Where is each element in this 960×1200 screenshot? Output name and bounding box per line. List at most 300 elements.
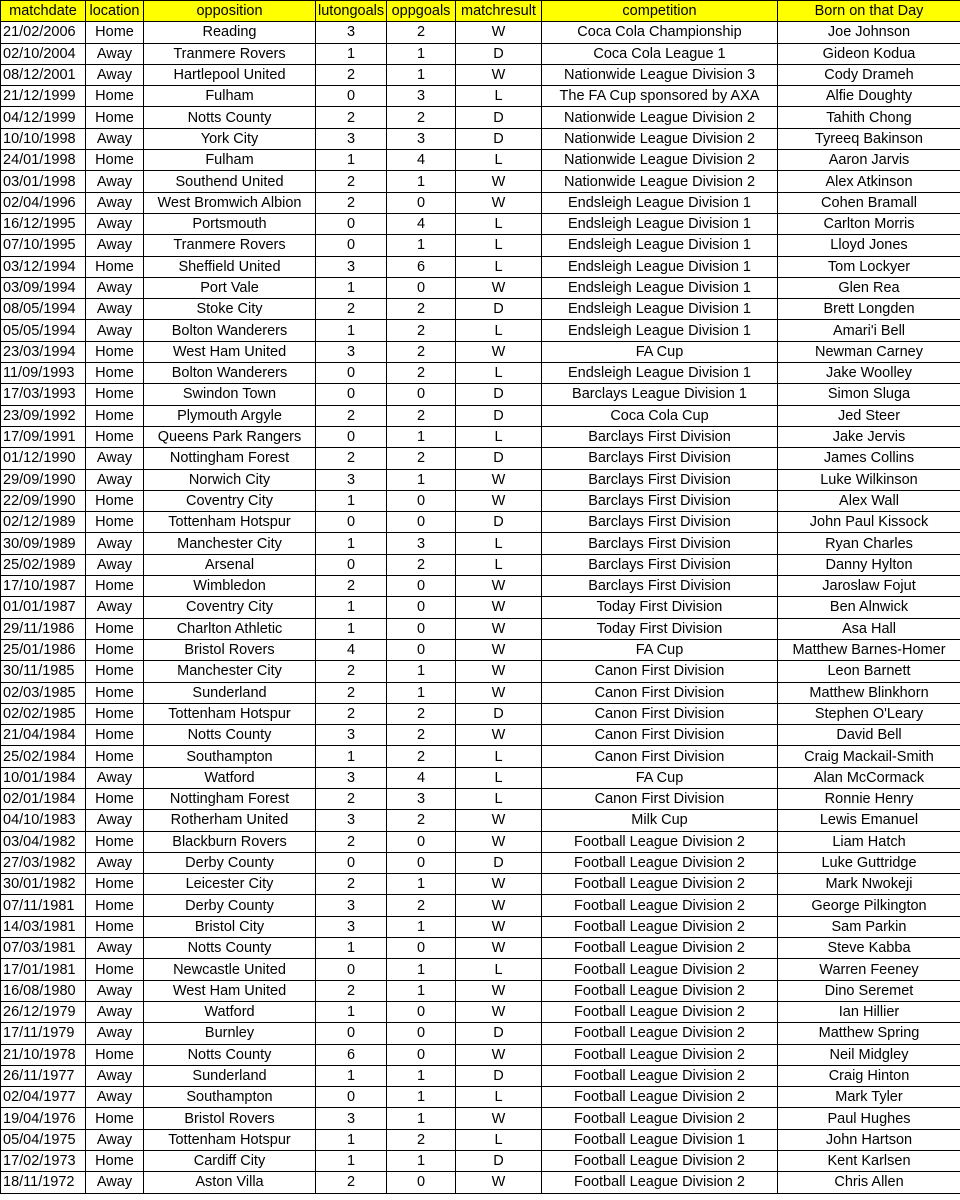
oppgoals-cell[interactable]: 2 <box>387 703 456 724</box>
competition-cell[interactable]: Football League Division 2 <box>542 831 778 852</box>
location-cell[interactable]: Away <box>86 1087 144 1108</box>
opposition-cell[interactable]: York City <box>144 128 316 149</box>
opposition-cell[interactable]: Southend United <box>144 171 316 192</box>
lutongoals-cell[interactable]: 3 <box>316 895 387 916</box>
competition-cell[interactable]: FA Cup <box>542 341 778 362</box>
matchdate-cell[interactable]: 17/02/1973 <box>1 1151 86 1172</box>
lutongoals-cell[interactable]: 3 <box>316 256 387 277</box>
location-cell[interactable]: Away <box>86 1065 144 1086</box>
lutongoals-cell[interactable]: 2 <box>316 788 387 809</box>
born-on-that-day-cell[interactable]: Matthew Blinkhorn <box>778 682 960 703</box>
oppgoals-cell[interactable]: 2 <box>387 725 456 746</box>
lutongoals-cell[interactable]: 3 <box>316 341 387 362</box>
born-on-that-day-cell[interactable]: Cody Drameh <box>778 64 960 85</box>
competition-cell[interactable]: Today First Division <box>542 618 778 639</box>
competition-cell[interactable]: Football League Division 2 <box>542 1023 778 1044</box>
opposition-cell[interactable]: Reading <box>144 22 316 43</box>
competition-cell[interactable]: Nationwide League Division 2 <box>542 107 778 128</box>
matchdate-cell[interactable]: 03/09/1994 <box>1 277 86 298</box>
opposition-cell[interactable]: Tottenham Hotspur <box>144 512 316 533</box>
lutongoals-cell[interactable]: 1 <box>316 597 387 618</box>
competition-cell[interactable]: Endsleigh League Division 1 <box>542 192 778 213</box>
born-on-that-day-cell[interactable]: Steve Kabba <box>778 938 960 959</box>
lutongoals-cell[interactable]: 6 <box>316 1044 387 1065</box>
lutongoals-cell[interactable]: 2 <box>316 703 387 724</box>
lutongoals-cell[interactable]: 1 <box>316 320 387 341</box>
matchresult-cell[interactable]: D <box>456 1023 542 1044</box>
competition-cell[interactable]: Barclays First Division <box>542 448 778 469</box>
opposition-cell[interactable]: Arsenal <box>144 554 316 575</box>
competition-cell[interactable]: Endsleigh League Division 1 <box>542 320 778 341</box>
matchresult-cell[interactable]: D <box>456 1065 542 1086</box>
location-cell[interactable]: Home <box>86 426 144 447</box>
competition-cell[interactable]: Barclays First Division <box>542 490 778 511</box>
matchresult-cell[interactable]: D <box>456 299 542 320</box>
opposition-cell[interactable]: Sunderland <box>144 1065 316 1086</box>
born-on-that-day-cell[interactable]: Cohen Bramall <box>778 192 960 213</box>
matchdate-cell[interactable]: 08/12/2001 <box>1 64 86 85</box>
competition-cell[interactable]: Barclays First Division <box>542 469 778 490</box>
competition-cell[interactable]: Canon First Division <box>542 725 778 746</box>
oppgoals-cell[interactable]: 0 <box>387 597 456 618</box>
opposition-cell[interactable]: Burnley <box>144 1023 316 1044</box>
header-lutongoals[interactable]: lutongoals <box>316 1 387 22</box>
born-on-that-day-cell[interactable]: David Bell <box>778 725 960 746</box>
opposition-cell[interactable]: Aston Villa <box>144 1172 316 1193</box>
oppgoals-cell[interactable]: 1 <box>387 916 456 937</box>
header-location[interactable]: location <box>86 1 144 22</box>
lutongoals-cell[interactable]: 3 <box>316 916 387 937</box>
oppgoals-cell[interactable]: 2 <box>387 895 456 916</box>
matchresult-cell[interactable]: D <box>456 405 542 426</box>
location-cell[interactable]: Home <box>86 363 144 384</box>
matchresult-cell[interactable]: L <box>456 150 542 171</box>
oppgoals-cell[interactable]: 0 <box>387 639 456 660</box>
location-cell[interactable]: Home <box>86 1108 144 1129</box>
lutongoals-cell[interactable]: 2 <box>316 980 387 1001</box>
oppgoals-cell[interactable]: 2 <box>387 746 456 767</box>
matchresult-cell[interactable]: W <box>456 576 542 597</box>
born-on-that-day-cell[interactable]: James Collins <box>778 448 960 469</box>
matchdate-cell[interactable]: 07/11/1981 <box>1 895 86 916</box>
competition-cell[interactable]: Nationwide League Division 2 <box>542 128 778 149</box>
opposition-cell[interactable]: Hartlepool United <box>144 64 316 85</box>
lutongoals-cell[interactable]: 4 <box>316 639 387 660</box>
opposition-cell[interactable]: Fulham <box>144 86 316 107</box>
oppgoals-cell[interactable]: 3 <box>387 128 456 149</box>
lutongoals-cell[interactable]: 1 <box>316 43 387 64</box>
opposition-cell[interactable]: Norwich City <box>144 469 316 490</box>
lutongoals-cell[interactable]: 1 <box>316 150 387 171</box>
born-on-that-day-cell[interactable]: Kent Karlsen <box>778 1151 960 1172</box>
competition-cell[interactable]: Canon First Division <box>542 788 778 809</box>
lutongoals-cell[interactable]: 2 <box>316 576 387 597</box>
matchdate-cell[interactable]: 05/05/1994 <box>1 320 86 341</box>
matchdate-cell[interactable]: 18/11/1972 <box>1 1172 86 1193</box>
oppgoals-cell[interactable]: 0 <box>387 192 456 213</box>
opposition-cell[interactable]: Tranmere Rovers <box>144 43 316 64</box>
matchdate-cell[interactable]: 04/10/1983 <box>1 810 86 831</box>
matchresult-cell[interactable]: D <box>456 852 542 873</box>
lutongoals-cell[interactable]: 1 <box>316 1065 387 1086</box>
competition-cell[interactable]: Canon First Division <box>542 661 778 682</box>
matchdate-cell[interactable]: 03/01/1998 <box>1 171 86 192</box>
matchresult-cell[interactable]: W <box>456 810 542 831</box>
matchresult-cell[interactable]: W <box>456 831 542 852</box>
location-cell[interactable]: Away <box>86 128 144 149</box>
matchdate-cell[interactable]: 26/12/1979 <box>1 1001 86 1022</box>
matchdate-cell[interactable]: 30/01/1982 <box>1 874 86 895</box>
matchresult-cell[interactable]: W <box>456 916 542 937</box>
matchdate-cell[interactable]: 10/10/1998 <box>1 128 86 149</box>
matchresult-cell[interactable]: W <box>456 938 542 959</box>
born-on-that-day-cell[interactable]: Craig Mackail-Smith <box>778 746 960 767</box>
location-cell[interactable]: Home <box>86 256 144 277</box>
competition-cell[interactable]: Football League Division 1 <box>542 1129 778 1150</box>
competition-cell[interactable]: Endsleigh League Division 1 <box>542 213 778 234</box>
header-born-on-that-day[interactable]: Born on that Day <box>778 1 960 22</box>
matchresult-cell[interactable]: W <box>456 980 542 1001</box>
matchresult-cell[interactable]: W <box>456 895 542 916</box>
lutongoals-cell[interactable]: 1 <box>316 618 387 639</box>
location-cell[interactable]: Home <box>86 341 144 362</box>
oppgoals-cell[interactable]: 0 <box>387 1044 456 1065</box>
matchdate-cell[interactable]: 21/10/1978 <box>1 1044 86 1065</box>
born-on-that-day-cell[interactable]: Alex Atkinson <box>778 171 960 192</box>
competition-cell[interactable]: Barclays First Division <box>542 533 778 554</box>
opposition-cell[interactable]: Bristol Rovers <box>144 639 316 660</box>
opposition-cell[interactable]: Coventry City <box>144 490 316 511</box>
born-on-that-day-cell[interactable]: Mark Nwokeji <box>778 874 960 895</box>
competition-cell[interactable]: Milk Cup <box>542 810 778 831</box>
matchresult-cell[interactable]: W <box>456 1172 542 1193</box>
oppgoals-cell[interactable]: 4 <box>387 150 456 171</box>
opposition-cell[interactable]: West Bromwich Albion <box>144 192 316 213</box>
matchresult-cell[interactable]: L <box>456 363 542 384</box>
lutongoals-cell[interactable]: 2 <box>316 192 387 213</box>
matchdate-cell[interactable]: 21/12/1999 <box>1 86 86 107</box>
matchresult-cell[interactable]: W <box>456 1044 542 1065</box>
matchdate-cell[interactable]: 05/04/1975 <box>1 1129 86 1150</box>
opposition-cell[interactable]: Southampton <box>144 746 316 767</box>
opposition-cell[interactable]: Sunderland <box>144 682 316 703</box>
location-cell[interactable]: Home <box>86 86 144 107</box>
born-on-that-day-cell[interactable]: Simon Sluga <box>778 384 960 405</box>
lutongoals-cell[interactable]: 0 <box>316 1087 387 1108</box>
location-cell[interactable]: Away <box>86 235 144 256</box>
competition-cell[interactable]: The FA Cup sponsored by AXA <box>542 86 778 107</box>
opposition-cell[interactable]: Notts County <box>144 107 316 128</box>
lutongoals-cell[interactable]: 3 <box>316 767 387 788</box>
opposition-cell[interactable]: Bristol City <box>144 916 316 937</box>
opposition-cell[interactable]: Southampton <box>144 1087 316 1108</box>
matchresult-cell[interactable]: W <box>456 597 542 618</box>
competition-cell[interactable]: Football League Division 2 <box>542 874 778 895</box>
location-cell[interactable]: Home <box>86 639 144 660</box>
born-on-that-day-cell[interactable]: Leon Barnett <box>778 661 960 682</box>
opposition-cell[interactable]: Swindon Town <box>144 384 316 405</box>
matchdate-cell[interactable]: 23/03/1994 <box>1 341 86 362</box>
lutongoals-cell[interactable]: 2 <box>316 874 387 895</box>
oppgoals-cell[interactable]: 2 <box>387 554 456 575</box>
matchresult-cell[interactable]: W <box>456 1001 542 1022</box>
matchdate-cell[interactable]: 02/12/1989 <box>1 512 86 533</box>
competition-cell[interactable]: Football League Division 2 <box>542 938 778 959</box>
opposition-cell[interactable]: Derby County <box>144 895 316 916</box>
opposition-cell[interactable]: Wimbledon <box>144 576 316 597</box>
opposition-cell[interactable]: Notts County <box>144 725 316 746</box>
matchresult-cell[interactable]: W <box>456 490 542 511</box>
oppgoals-cell[interactable]: 6 <box>387 256 456 277</box>
competition-cell[interactable]: Football League Division 2 <box>542 1044 778 1065</box>
location-cell[interactable]: Away <box>86 852 144 873</box>
matchdate-cell[interactable]: 24/01/1998 <box>1 150 86 171</box>
lutongoals-cell[interactable]: 1 <box>316 746 387 767</box>
born-on-that-day-cell[interactable]: Asa Hall <box>778 618 960 639</box>
oppgoals-cell[interactable]: 3 <box>387 788 456 809</box>
location-cell[interactable]: Away <box>86 597 144 618</box>
opposition-cell[interactable]: Watford <box>144 767 316 788</box>
matchdate-cell[interactable]: 26/11/1977 <box>1 1065 86 1086</box>
opposition-cell[interactable]: Watford <box>144 1001 316 1022</box>
oppgoals-cell[interactable]: 2 <box>387 299 456 320</box>
competition-cell[interactable]: Football League Division 2 <box>542 980 778 1001</box>
lutongoals-cell[interactable]: 0 <box>316 512 387 533</box>
born-on-that-day-cell[interactable]: Ben Alnwick <box>778 597 960 618</box>
competition-cell[interactable]: Today First Division <box>542 597 778 618</box>
matchdate-cell[interactable]: 04/12/1999 <box>1 107 86 128</box>
oppgoals-cell[interactable]: 2 <box>387 363 456 384</box>
matchdate-cell[interactable]: 14/03/1981 <box>1 916 86 937</box>
competition-cell[interactable]: FA Cup <box>542 639 778 660</box>
location-cell[interactable]: Away <box>86 448 144 469</box>
opposition-cell[interactable]: Rotherham United <box>144 810 316 831</box>
competition-cell[interactable]: Coca Cola Championship <box>542 22 778 43</box>
location-cell[interactable]: Home <box>86 746 144 767</box>
matchdate-cell[interactable]: 10/01/1984 <box>1 767 86 788</box>
matchresult-cell[interactable]: L <box>456 554 542 575</box>
matchdate-cell[interactable]: 30/11/1985 <box>1 661 86 682</box>
opposition-cell[interactable]: Newcastle United <box>144 959 316 980</box>
opposition-cell[interactable]: Bristol Rovers <box>144 1108 316 1129</box>
location-cell[interactable]: Away <box>86 192 144 213</box>
location-cell[interactable]: Home <box>86 874 144 895</box>
location-cell[interactable]: Home <box>86 384 144 405</box>
location-cell[interactable]: Away <box>86 1001 144 1022</box>
competition-cell[interactable]: Football League Division 2 <box>542 1151 778 1172</box>
matchresult-cell[interactable]: L <box>456 235 542 256</box>
oppgoals-cell[interactable]: 0 <box>387 618 456 639</box>
born-on-that-day-cell[interactable]: Ian Hillier <box>778 1001 960 1022</box>
opposition-cell[interactable]: Notts County <box>144 1044 316 1065</box>
matchdate-cell[interactable]: 30/09/1989 <box>1 533 86 554</box>
competition-cell[interactable]: Nationwide League Division 2 <box>542 150 778 171</box>
matchresult-cell[interactable]: L <box>456 788 542 809</box>
matchresult-cell[interactable]: D <box>456 703 542 724</box>
location-cell[interactable]: Away <box>86 277 144 298</box>
lutongoals-cell[interactable]: 0 <box>316 852 387 873</box>
location-cell[interactable]: Away <box>86 533 144 554</box>
oppgoals-cell[interactable]: 0 <box>387 490 456 511</box>
location-cell[interactable]: Away <box>86 171 144 192</box>
born-on-that-day-cell[interactable]: Danny Hylton <box>778 554 960 575</box>
competition-cell[interactable]: Endsleigh League Division 1 <box>542 256 778 277</box>
oppgoals-cell[interactable]: 0 <box>387 1023 456 1044</box>
oppgoals-cell[interactable]: 3 <box>387 533 456 554</box>
oppgoals-cell[interactable]: 1 <box>387 43 456 64</box>
header-opposition[interactable]: opposition <box>144 1 316 22</box>
competition-cell[interactable]: Nationwide League Division 3 <box>542 64 778 85</box>
oppgoals-cell[interactable]: 0 <box>387 576 456 597</box>
opposition-cell[interactable]: Queens Park Rangers <box>144 426 316 447</box>
location-cell[interactable]: Away <box>86 213 144 234</box>
opposition-cell[interactable]: Nottingham Forest <box>144 448 316 469</box>
lutongoals-cell[interactable]: 3 <box>316 469 387 490</box>
born-on-that-day-cell[interactable]: Ryan Charles <box>778 533 960 554</box>
matchresult-cell[interactable]: D <box>456 384 542 405</box>
matchresult-cell[interactable]: W <box>456 341 542 362</box>
lutongoals-cell[interactable]: 2 <box>316 107 387 128</box>
matchresult-cell[interactable]: D <box>456 107 542 128</box>
opposition-cell[interactable]: Plymouth Argyle <box>144 405 316 426</box>
matchdate-cell[interactable]: 03/04/1982 <box>1 831 86 852</box>
opposition-cell[interactable]: Blackburn Rovers <box>144 831 316 852</box>
oppgoals-cell[interactable]: 1 <box>387 426 456 447</box>
oppgoals-cell[interactable]: 2 <box>387 448 456 469</box>
born-on-that-day-cell[interactable]: Alfie Doughty <box>778 86 960 107</box>
matchdate-cell[interactable]: 02/04/1977 <box>1 1087 86 1108</box>
location-cell[interactable]: Home <box>86 661 144 682</box>
matchdate-cell[interactable]: 29/11/1986 <box>1 618 86 639</box>
matchresult-cell[interactable]: D <box>456 448 542 469</box>
opposition-cell[interactable]: Charlton Athletic <box>144 618 316 639</box>
oppgoals-cell[interactable]: 1 <box>387 874 456 895</box>
competition-cell[interactable]: Barclays First Division <box>542 554 778 575</box>
competition-cell[interactable]: Nationwide League Division 2 <box>542 171 778 192</box>
matchdate-cell[interactable]: 01/12/1990 <box>1 448 86 469</box>
lutongoals-cell[interactable]: 1 <box>316 938 387 959</box>
competition-cell[interactable]: Coca Cola Cup <box>542 405 778 426</box>
matchresult-cell[interactable]: L <box>456 533 542 554</box>
born-on-that-day-cell[interactable]: Jake Jervis <box>778 426 960 447</box>
location-cell[interactable]: Away <box>86 810 144 831</box>
matchresult-cell[interactable]: L <box>456 320 542 341</box>
location-cell[interactable]: Home <box>86 788 144 809</box>
competition-cell[interactable]: Barclays First Division <box>542 576 778 597</box>
born-on-that-day-cell[interactable]: Glen Rea <box>778 277 960 298</box>
matchresult-cell[interactable]: L <box>456 86 542 107</box>
matchresult-cell[interactable]: W <box>456 682 542 703</box>
lutongoals-cell[interactable]: 2 <box>316 405 387 426</box>
opposition-cell[interactable]: Bolton Wanderers <box>144 363 316 384</box>
born-on-that-day-cell[interactable]: Gideon Kodua <box>778 43 960 64</box>
lutongoals-cell[interactable]: 2 <box>316 1172 387 1193</box>
born-on-that-day-cell[interactable]: Mark Tyler <box>778 1087 960 1108</box>
opposition-cell[interactable]: Manchester City <box>144 533 316 554</box>
location-cell[interactable]: Home <box>86 831 144 852</box>
matchdate-cell[interactable]: 02/02/1985 <box>1 703 86 724</box>
location-cell[interactable]: Away <box>86 554 144 575</box>
lutongoals-cell[interactable]: 1 <box>316 533 387 554</box>
born-on-that-day-cell[interactable]: Carlton Morris <box>778 213 960 234</box>
oppgoals-cell[interactable]: 0 <box>387 384 456 405</box>
oppgoals-cell[interactable]: 1 <box>387 682 456 703</box>
competition-cell[interactable]: Canon First Division <box>542 682 778 703</box>
lutongoals-cell[interactable]: 2 <box>316 448 387 469</box>
oppgoals-cell[interactable]: 2 <box>387 22 456 43</box>
oppgoals-cell[interactable]: 1 <box>387 1065 456 1086</box>
born-on-that-day-cell[interactable]: Ronnie Henry <box>778 788 960 809</box>
born-on-that-day-cell[interactable]: Amari'i Bell <box>778 320 960 341</box>
born-on-that-day-cell[interactable]: Alan McCormack <box>778 767 960 788</box>
matchdate-cell[interactable]: 17/03/1993 <box>1 384 86 405</box>
lutongoals-cell[interactable]: 0 <box>316 86 387 107</box>
location-cell[interactable]: Home <box>86 682 144 703</box>
competition-cell[interactable]: Football League Division 2 <box>542 1108 778 1129</box>
matchresult-cell[interactable]: L <box>456 213 542 234</box>
oppgoals-cell[interactable]: 1 <box>387 1151 456 1172</box>
competition-cell[interactable]: Endsleigh League Division 1 <box>542 363 778 384</box>
oppgoals-cell[interactable]: 4 <box>387 767 456 788</box>
lutongoals-cell[interactable]: 3 <box>316 725 387 746</box>
born-on-that-day-cell[interactable]: Paul Hughes <box>778 1108 960 1129</box>
matchresult-cell[interactable]: W <box>456 874 542 895</box>
lutongoals-cell[interactable]: 0 <box>316 959 387 980</box>
competition-cell[interactable]: Barclays First Division <box>542 512 778 533</box>
opposition-cell[interactable]: Coventry City <box>144 597 316 618</box>
opposition-cell[interactable]: Sheffield United <box>144 256 316 277</box>
opposition-cell[interactable]: Bolton Wanderers <box>144 320 316 341</box>
competition-cell[interactable]: Football League Division 2 <box>542 959 778 980</box>
location-cell[interactable]: Away <box>86 64 144 85</box>
location-cell[interactable]: Home <box>86 1044 144 1065</box>
oppgoals-cell[interactable]: 0 <box>387 512 456 533</box>
location-cell[interactable]: Away <box>86 1129 144 1150</box>
matchresult-cell[interactable]: W <box>456 22 542 43</box>
oppgoals-cell[interactable]: 1 <box>387 980 456 1001</box>
matchresult-cell[interactable]: L <box>456 746 542 767</box>
oppgoals-cell[interactable]: 0 <box>387 1001 456 1022</box>
location-cell[interactable]: Home <box>86 895 144 916</box>
matchresult-cell[interactable]: W <box>456 639 542 660</box>
location-cell[interactable]: Away <box>86 1172 144 1193</box>
born-on-that-day-cell[interactable]: Craig Hinton <box>778 1065 960 1086</box>
lutongoals-cell[interactable]: 2 <box>316 171 387 192</box>
matchresult-cell[interactable]: W <box>456 1108 542 1129</box>
lutongoals-cell[interactable]: 1 <box>316 1129 387 1150</box>
location-cell[interactable]: Away <box>86 980 144 1001</box>
opposition-cell[interactable]: Leicester City <box>144 874 316 895</box>
location-cell[interactable]: Home <box>86 725 144 746</box>
opposition-cell[interactable]: West Ham United <box>144 341 316 362</box>
competition-cell[interactable]: Canon First Division <box>542 746 778 767</box>
location-cell[interactable]: Home <box>86 916 144 937</box>
lutongoals-cell[interactable]: 1 <box>316 490 387 511</box>
lutongoals-cell[interactable]: 1 <box>316 277 387 298</box>
born-on-that-day-cell[interactable]: Brett Longden <box>778 299 960 320</box>
lutongoals-cell[interactable]: 0 <box>316 363 387 384</box>
location-cell[interactable]: Away <box>86 43 144 64</box>
location-cell[interactable]: Home <box>86 1151 144 1172</box>
oppgoals-cell[interactable]: 2 <box>387 810 456 831</box>
matchdate-cell[interactable]: 17/10/1987 <box>1 576 86 597</box>
competition-cell[interactable]: Barclays First Division <box>542 426 778 447</box>
born-on-that-day-cell[interactable]: Chris Allen <box>778 1172 960 1193</box>
matchresult-cell[interactable]: W <box>456 171 542 192</box>
competition-cell[interactable]: Endsleigh League Division 1 <box>542 277 778 298</box>
location-cell[interactable]: Home <box>86 22 144 43</box>
born-on-that-day-cell[interactable]: Lewis Emanuel <box>778 810 960 831</box>
